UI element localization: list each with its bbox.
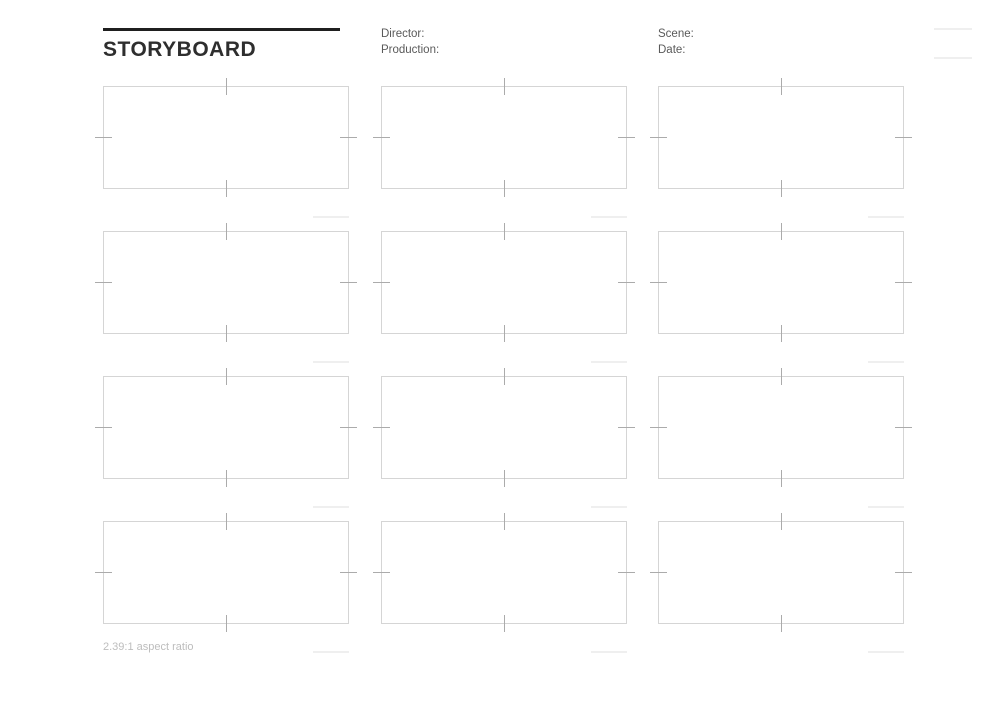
crop-mark-left <box>650 572 667 573</box>
crop-mark-left <box>95 427 112 428</box>
crop-mark-top <box>504 78 505 95</box>
caption-line <box>591 216 627 218</box>
storyboard-frame <box>103 376 349 479</box>
crop-mark-right <box>618 137 635 138</box>
crop-mark-bottom <box>781 470 782 487</box>
crop-mark-right <box>618 282 635 283</box>
storyboard-frame <box>103 86 349 189</box>
caption-line <box>591 506 627 508</box>
crop-mark-left <box>373 282 390 283</box>
caption-line <box>313 361 349 363</box>
crop-mark-bottom <box>781 180 782 197</box>
caption-line <box>313 651 349 653</box>
crop-mark-left <box>373 137 390 138</box>
caption-line <box>868 651 904 653</box>
production-label: Production: <box>381 43 440 56</box>
crop-mark-top <box>781 78 782 95</box>
crop-mark-left <box>650 137 667 138</box>
storyboard-frame <box>658 86 904 189</box>
crop-mark-bottom <box>504 325 505 342</box>
storyboard-frame <box>658 231 904 334</box>
caption-line <box>313 506 349 508</box>
storyboard-frame <box>103 521 349 624</box>
crop-mark-top <box>504 223 505 240</box>
caption-line <box>868 506 904 508</box>
crop-mark-left <box>95 282 112 283</box>
crop-mark-top <box>504 368 505 385</box>
director-label: Director: <box>381 28 425 40</box>
crop-mark-right <box>895 137 912 138</box>
scene-label: Scene: <box>658 28 694 40</box>
storyboard-frame <box>658 521 904 624</box>
crop-mark-left <box>650 427 667 428</box>
storyboard-frame <box>381 376 627 479</box>
scene-date-block <box>658 27 694 58</box>
crop-mark-left <box>373 427 390 428</box>
date-label: Date: <box>658 43 686 56</box>
crop-mark-right <box>895 282 912 283</box>
crop-mark-left <box>95 572 112 573</box>
crop-mark-top <box>781 223 782 240</box>
crop-mark-bottom <box>226 470 227 487</box>
crop-mark-top <box>226 513 227 530</box>
aspect-ratio-note: 2.39:1 aspect ratio <box>103 641 194 653</box>
storyboard-frame <box>658 376 904 479</box>
storyboard-frame <box>381 521 627 624</box>
scene-value-line <box>934 28 972 30</box>
crop-mark-right <box>618 427 635 428</box>
crop-mark-bottom <box>226 180 227 197</box>
storyboard-frame <box>381 231 627 334</box>
crop-mark-right <box>618 572 635 573</box>
caption-line <box>868 216 904 218</box>
date-value-line <box>934 57 972 59</box>
director-production-block <box>381 27 439 58</box>
crop-mark-bottom <box>226 615 227 632</box>
storyboard-frame <box>381 86 627 189</box>
crop-mark-top <box>781 368 782 385</box>
caption-line <box>591 651 627 653</box>
crop-mark-bottom <box>226 325 227 342</box>
crop-mark-top <box>226 368 227 385</box>
crop-mark-right <box>895 572 912 573</box>
crop-mark-right <box>895 427 912 428</box>
storyboard-frame <box>103 231 349 334</box>
crop-mark-bottom <box>504 470 505 487</box>
crop-mark-top <box>781 513 782 530</box>
crop-mark-right <box>340 282 357 283</box>
crop-mark-right <box>340 137 357 138</box>
crop-mark-top <box>226 78 227 95</box>
crop-mark-bottom <box>504 615 505 632</box>
crop-mark-bottom <box>781 325 782 342</box>
crop-mark-right <box>340 572 357 573</box>
caption-line <box>591 361 627 363</box>
crop-mark-right <box>340 427 357 428</box>
caption-line <box>868 361 904 363</box>
crop-mark-left <box>95 137 112 138</box>
page-title: STORYBOARD <box>103 38 257 61</box>
crop-mark-bottom <box>504 180 505 197</box>
crop-mark-top <box>504 513 505 530</box>
crop-mark-left <box>650 282 667 283</box>
title-rule <box>103 28 340 31</box>
crop-mark-bottom <box>781 615 782 632</box>
crop-mark-top <box>226 223 227 240</box>
caption-line <box>313 216 349 218</box>
crop-mark-left <box>373 572 390 573</box>
